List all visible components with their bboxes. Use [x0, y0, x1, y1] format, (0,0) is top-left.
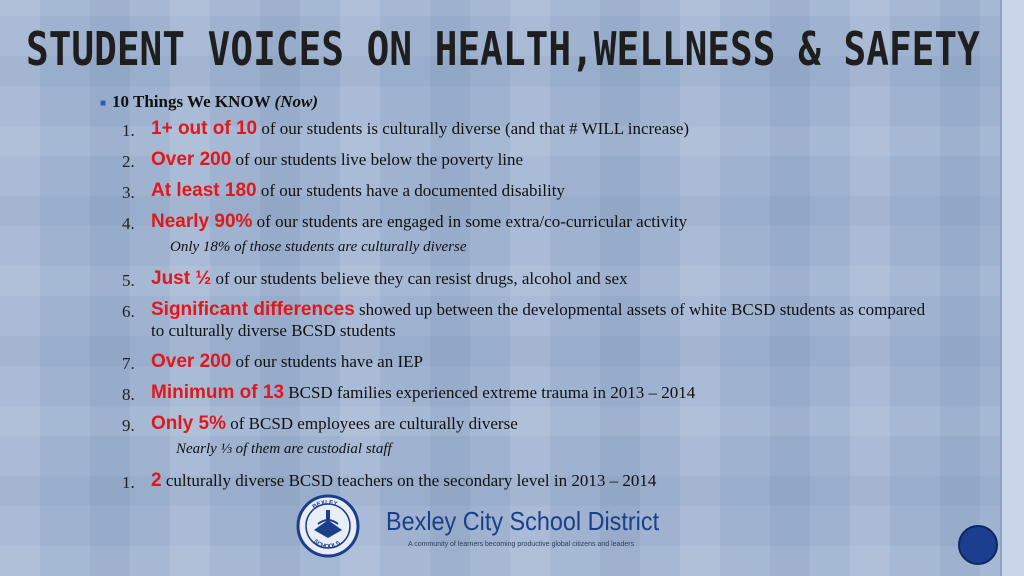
list-item	[100, 299, 940, 341]
item-number: 4.	[122, 214, 135, 233]
item-highlight: Minimum of 13	[151, 382, 285, 403]
list-item	[100, 413, 940, 434]
list-item	[100, 180, 940, 201]
item-text: of BCSD employees are culturally diverse	[225, 414, 518, 433]
item-highlight: Just ½	[151, 268, 212, 289]
list-heading	[100, 92, 940, 112]
item-text: BCSD families experienced extreme trauma in 2013 – 2014	[284, 383, 696, 402]
list-item	[100, 351, 940, 372]
item-text: of our students live below the poverty line	[231, 150, 524, 169]
item-text: of our students are engaged in some extra/co-curricular activity	[252, 212, 688, 231]
item-highlight: Only 5%	[151, 413, 226, 434]
item-number: 1.	[122, 121, 135, 140]
list-item	[100, 382, 940, 403]
sub-note: Nearly ⅓ of them are custodial staff	[176, 441, 392, 457]
item-number: 7.	[122, 354, 135, 373]
item-highlight: Over 200	[151, 149, 232, 170]
item-number: 8.	[122, 385, 135, 404]
item-highlight: Significant differences	[151, 299, 355, 320]
item-number: 1.	[122, 473, 135, 492]
item-text: of our students is culturally diverse (and that # WILL increase)	[257, 119, 690, 138]
list-item	[100, 470, 940, 491]
district-logo	[296, 494, 676, 558]
item-text: of our students have a documented disability	[256, 181, 565, 200]
item-highlight: 1+ out of 10	[151, 118, 258, 139]
item-text: showed up between the developmental assets of white BCSD students as compared to culturally diverse BCSD students	[151, 300, 926, 340]
item-highlight: 2	[151, 470, 162, 491]
bexley-seal-logo-icon	[296, 494, 360, 558]
item-number: 6.	[122, 302, 135, 321]
item-number: 9.	[122, 416, 135, 435]
district-name: Bexley City School District	[386, 506, 660, 536]
item-text: of our students believe they can resist drugs, alcohol and sex	[211, 269, 628, 288]
square-bullet-icon: ■	[100, 97, 107, 109]
item-number: 3.	[122, 183, 135, 202]
page-number-badge-icon	[958, 525, 998, 565]
seal-text-bottom: SCHOOLS	[312, 538, 342, 551]
list-item	[100, 149, 940, 170]
item-text: culturally diverse BCSD teachers on the secondary level in 2013 – 2014	[161, 471, 657, 490]
item-number: 2.	[122, 152, 135, 171]
sub-note: Only 18% of those students are culturally diverse	[170, 239, 467, 255]
list-item	[100, 268, 940, 289]
heading-emphasis: (Now)	[274, 92, 318, 111]
item-highlight: Nearly 90%	[151, 211, 253, 232]
item-number: 5.	[122, 271, 135, 290]
slide-title: STUDENT VOICES ON HEALTH,WELLNESS & SAFETY	[26, 22, 980, 76]
slide-content	[100, 92, 940, 501]
item-text: of our students have an IEP	[231, 352, 423, 371]
seal-text-top: BEXLEY	[311, 499, 338, 511]
heading-text: 10 Things We KNOW	[112, 92, 271, 111]
item-highlight: At least 180	[151, 180, 257, 201]
item-highlight: Over 200	[151, 351, 232, 372]
list-item	[100, 118, 940, 139]
right-edge-stripe	[1002, 0, 1024, 576]
list-item	[100, 211, 940, 232]
district-tagline: A community of learners becoming productive global citizens and leaders	[408, 541, 635, 548]
